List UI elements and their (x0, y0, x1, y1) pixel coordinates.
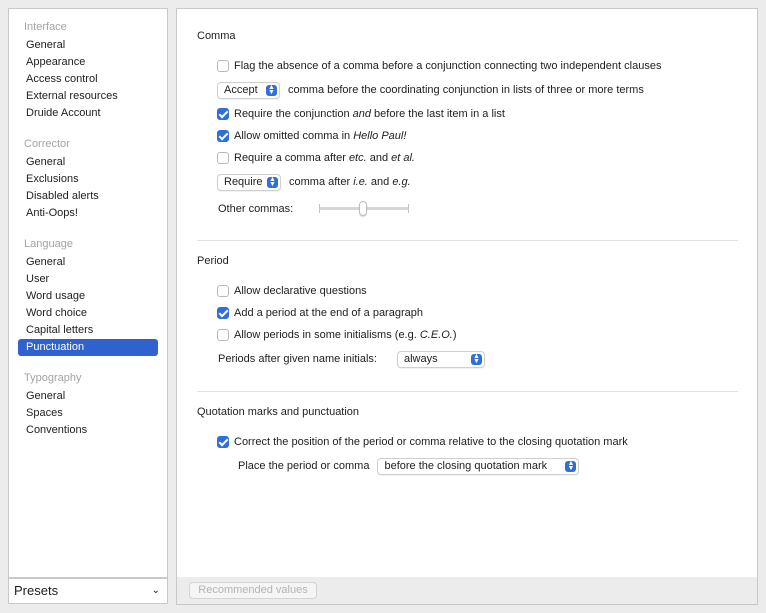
slider-knob[interactable] (359, 201, 367, 216)
sidebar-item-conventions[interactable]: Conventions (26, 424, 88, 436)
checkbox[interactable] (217, 436, 229, 448)
section-title-comma: Comma (197, 30, 236, 42)
sidebar-item-capital-letters[interactable]: Capital letters (26, 324, 94, 336)
comma-option-conjunction-and[interactable] (217, 106, 505, 122)
option-label: Allow periods in some initialisms (e.g. C.E.O.) (234, 329, 457, 341)
checkbox[interactable] (217, 152, 229, 164)
accept-popup[interactable] (217, 82, 280, 99)
sidebar-item-appearance[interactable]: Appearance (26, 56, 86, 68)
sidebar-item-interface-general[interactable]: General (26, 39, 66, 51)
checkbox[interactable] (217, 307, 229, 319)
sidebar-item-access-control[interactable]: Access control (26, 73, 98, 85)
option-label: Add a period at the end of a paragraph (234, 307, 423, 319)
chevron-updown-icon: ▲ ▼ (266, 85, 277, 96)
popup-value: Accept (224, 83, 258, 96)
sidebar-group-language: Language (24, 238, 73, 250)
popup-value: always (403, 352, 438, 365)
option-label: Flag the absence of a comma before a conjunction connecting two independent clauses (234, 60, 662, 72)
bottom-bar (176, 577, 758, 605)
initials-popup[interactable] (397, 351, 485, 368)
period-option-end-paragraph[interactable] (217, 305, 423, 321)
option-label: Require the conjunction and before the last item in a list (234, 108, 505, 120)
option-label: comma after i.e. and e.g. (289, 176, 411, 188)
option-label: Place the period or comma (238, 460, 370, 472)
presets-label: Presets (14, 583, 59, 598)
presets-menu[interactable] (8, 578, 168, 604)
comma-option-independent-clauses[interactable] (217, 58, 661, 74)
section-title-period: Period (197, 255, 229, 267)
divider (197, 391, 738, 392)
quotation-place-row (238, 458, 587, 474)
sidebar-item-language-general[interactable]: General (26, 256, 66, 268)
recommended-values-button[interactable]: Recommended values (189, 582, 317, 599)
sidebar-item-anti-oops[interactable]: Anti-Oops! (26, 207, 78, 219)
option-label: Allow omitted comma in Hello Paul! (234, 130, 407, 142)
comma-option-hello-paul[interactable] (217, 128, 406, 144)
comma-option-etc-et-al[interactable] (217, 150, 415, 166)
sidebar-item-punctuation[interactable]: Punctuation (18, 339, 158, 356)
other-commas-slider[interactable] (319, 207, 409, 210)
period-option-initialisms[interactable] (217, 327, 457, 343)
slider-tick (408, 204, 409, 213)
checkbox[interactable] (217, 130, 229, 142)
sidebar-group-interface: Interface (24, 21, 67, 33)
divider (197, 240, 738, 241)
sidebar-group-corrector: Corrector (24, 138, 70, 150)
checkbox[interactable] (217, 285, 229, 297)
sidebar-item-disabled-alerts[interactable]: Disabled alerts (26, 190, 99, 202)
comma-option-list-terms (217, 82, 644, 98)
sidebar-item-corrector-general[interactable]: General (26, 156, 66, 168)
chevron-updown-icon: ▲ ▼ (565, 461, 576, 472)
option-label: Periods after given name initials: (218, 353, 377, 365)
option-label: Require a comma after etc. and et al. (234, 152, 415, 164)
sidebar-item-word-usage[interactable]: Word usage (26, 290, 86, 302)
comma-option-ie-eg (217, 174, 411, 190)
sidebar-item-spaces[interactable]: Spaces (26, 407, 63, 419)
sidebar-item-typography-general[interactable]: General (26, 390, 66, 402)
quotation-option-correct-position[interactable] (217, 434, 628, 450)
option-label: Correct the position of the period or comma relative to the closing quotation mark (234, 436, 628, 448)
sidebar-group-typography: Typography (24, 372, 82, 384)
chevron-down-icon: ⌄ (151, 585, 160, 596)
checkbox[interactable] (217, 329, 229, 341)
chevron-updown-icon: ▲ ▼ (267, 177, 278, 188)
option-label: Allow declarative questions (234, 285, 367, 297)
slider-tick (319, 204, 320, 213)
settings-panel (176, 8, 758, 578)
sidebar-item-exclusions[interactable]: Exclusions (26, 173, 79, 185)
sidebar (8, 8, 168, 578)
place-popup[interactable] (377, 458, 579, 475)
section-title-quotation: Quotation marks and punctuation (197, 406, 360, 418)
checkbox[interactable] (217, 108, 229, 120)
other-commas-label: Other commas: (218, 203, 294, 215)
sidebar-item-user[interactable]: User (26, 273, 50, 285)
period-option-declarative-questions[interactable] (217, 283, 367, 299)
sidebar-item-word-choice[interactable]: Word choice (26, 307, 87, 319)
checkbox[interactable] (217, 60, 229, 72)
popup-value: before the closing quotation mark (384, 459, 548, 472)
sidebar-item-external-resources[interactable]: External resources (26, 90, 118, 102)
option-label: comma before the coordinating conjunction in lists of three or more terms (288, 84, 644, 96)
require-popup[interactable] (217, 174, 281, 191)
period-initials-row (218, 351, 493, 367)
sidebar-item-druide-account[interactable]: Druide Account (26, 107, 101, 119)
chevron-updown-icon: ▲ ▼ (471, 354, 482, 365)
popup-value: Require (224, 175, 263, 188)
